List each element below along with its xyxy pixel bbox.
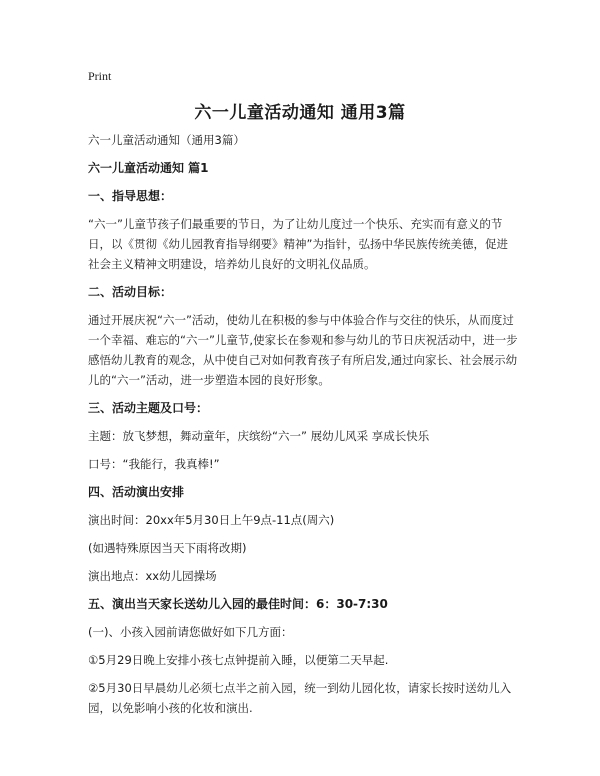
print-label[interactable]: Print [88, 69, 112, 83]
performance-place: 演出地点：xx幼儿园操场 [88, 569, 217, 583]
section-heading-guiding-ideology: 一、指导思想： [88, 189, 173, 203]
page-title: 六一儿童活动通知 通用3篇 [194, 103, 406, 123]
section-heading-theme: 三、活动主题及口号： [88, 401, 209, 415]
performance-time: 演出时间：20xx年5月30日上午9点-11点(周六) [88, 513, 335, 527]
rain-note: (如遇特殊原因当天下雨将改期) [88, 541, 247, 555]
preparation-intro: (一)、小孩入园前请您做好如下几方面： [88, 625, 293, 639]
document-body [88, 130, 518, 726]
section-heading-arrival-time: 五、演出当天家长送幼儿入园的最佳时间：6：30-7:30 [88, 597, 388, 611]
section-body-objectives: 通过开展庆祝“六一”活动，使幼儿在积极的参与中体验合作与交往的快乐，从而度过一个幸福、难忘的“六一”儿童节,使家长在参观和参与幼儿的节日庆祝活动中，进一步感悟幼儿教育的观念，从中使自己对如何教育孩子有所启发,通过向家长、社会展示幼儿的“六一”活动，进一步塑造本园的良好形象。 [88, 313, 518, 387]
article-heading: 六一儿童活动通知 篇1 [88, 161, 209, 175]
theme-text: 主题：放飞梦想，舞动童年，庆缤纷“六一” 展幼儿风采 享成长快乐 [88, 429, 430, 443]
subtitle: 六一儿童活动通知（通用3篇） [88, 133, 245, 147]
section-heading-schedule: 四、活动演出安排 [88, 485, 185, 499]
slogan-text: 口号：“我能行，我真棒!” [88, 457, 220, 471]
section-heading-objectives: 二、活动目标： [88, 285, 173, 299]
preparation-item-2: ②5月30日早晨幼儿必须七点半之前入园，统一到幼儿园化妆，请家长按时送幼儿入园，以免影响小孩的化妆和演出. [88, 681, 512, 715]
section-body-guiding-ideology: “六一”儿童节孩子们最重要的节日，为了让幼儿度过一个快乐、充实而有意义的节日，以《贯彻《幼儿园教育指导纲要》精神”为指针，弘扬中华民族传统美德，促进社会主义精神文明建设，培养幼儿良好的文明礼仪品质。 [88, 217, 508, 271]
preparation-item-1: ①5月29日晚上安排小孩七点钟提前入睡，以便第二天早起. [88, 653, 389, 667]
